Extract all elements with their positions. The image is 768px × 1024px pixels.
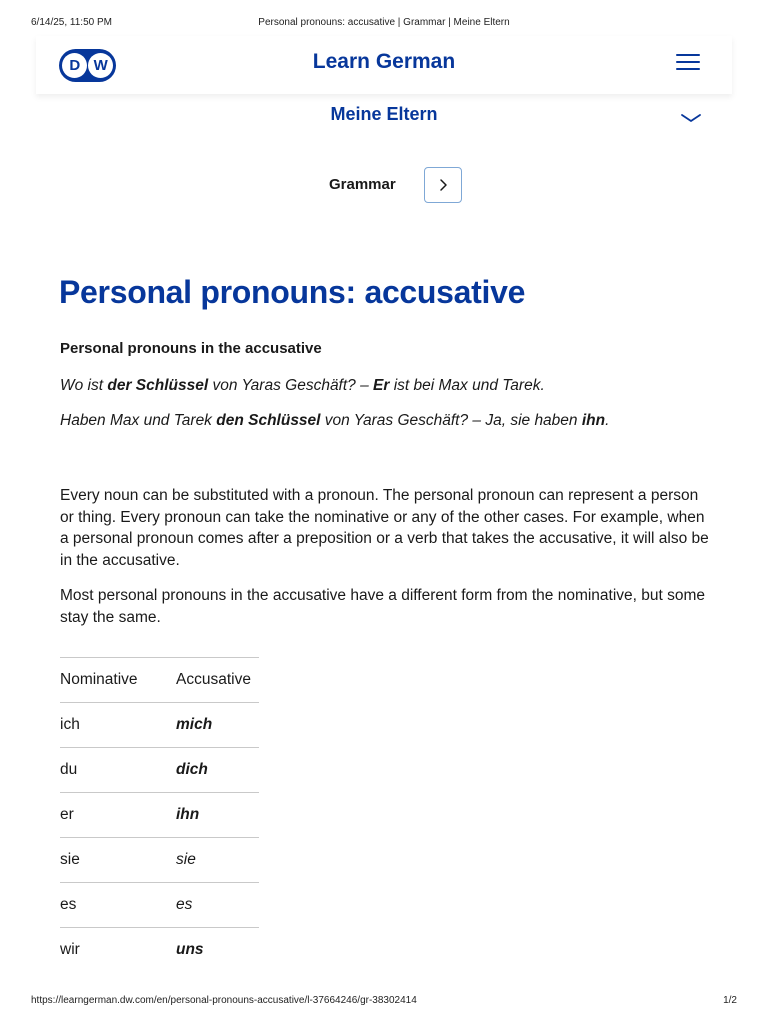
section-subheading: Personal pronouns in the accusative xyxy=(60,340,322,357)
column-header-nominative: Nominative xyxy=(60,658,176,703)
dw-logo-d: D xyxy=(62,53,87,78)
explanation-paragraph-2: Most personal pronouns in the accusative have a different form from the nominative, but some stay the same. xyxy=(60,587,706,626)
nominative-cell: sie xyxy=(60,838,176,883)
chevron-right-icon xyxy=(438,178,448,192)
print-page-number: 1/2 xyxy=(723,995,737,1006)
top-navigation-bar xyxy=(36,36,732,94)
table-row xyxy=(60,748,259,793)
print-doc-title: Personal pronouns: accusative | Grammar | Meine Eltern xyxy=(258,17,510,28)
print-header xyxy=(0,17,768,31)
lesson-section-title[interactable]: Meine Eltern xyxy=(330,104,438,124)
page-title: Personal pronouns: accusative xyxy=(59,274,526,310)
print-url: https://learngerman.dw.com/en/personal-pronouns-accusative/l-37664246/gr-38302414 xyxy=(31,995,417,1006)
lesson-section-selector[interactable] xyxy=(36,102,732,130)
table-row xyxy=(60,703,259,748)
explanation-paragraph-1: Every noun can be substituted with a pronoun. The personal pronoun can represent a person or thing. Every pronoun can take the nominative or any of the other cases. For example, when a personal pronoun comes after a preposition or a verb that takes the accusative, it will also be in the accusative. xyxy=(60,487,709,569)
accusative-cell: es xyxy=(176,883,259,928)
table-row xyxy=(60,793,259,838)
column-header-accusative: Accusative xyxy=(176,658,259,703)
nominative-cell: ich xyxy=(60,703,176,748)
example-sentence-2: Haben Max und Tarek den Schlüssel von Yaras Geschäft? – Ja, sie haben ihn. xyxy=(60,412,610,429)
nominative-cell: du xyxy=(60,748,176,793)
site-title[interactable]: Learn German xyxy=(312,50,456,73)
table-row xyxy=(60,838,259,883)
example-sentence-1: Wo ist der Schlüssel von Yaras Geschäft? – Er ist bei Max und Tarek. xyxy=(60,377,545,394)
print-datetime: 6/14/25, 11:50 PM xyxy=(31,17,112,28)
accusative-cell: dich xyxy=(176,748,259,793)
table-header-row xyxy=(60,658,259,703)
grammar-label: Grammar xyxy=(329,176,396,193)
hamburger-menu-icon[interactable] xyxy=(676,54,700,76)
accusative-cell: mich xyxy=(176,703,259,748)
accusative-cell: uns xyxy=(176,928,259,973)
accusative-cell: ihn xyxy=(176,793,259,838)
grammar-next-button[interactable] xyxy=(424,167,462,203)
dw-logo-w: W xyxy=(88,53,113,78)
chevron-down-icon[interactable] xyxy=(680,111,702,125)
print-footer xyxy=(0,995,768,1009)
nominative-cell: er xyxy=(60,793,176,838)
nominative-cell: es xyxy=(60,883,176,928)
table-row xyxy=(60,928,259,973)
table-row xyxy=(60,883,259,928)
accusative-cell: sie xyxy=(176,838,259,883)
nominative-cell: wir xyxy=(60,928,176,973)
pronoun-table xyxy=(60,657,259,972)
